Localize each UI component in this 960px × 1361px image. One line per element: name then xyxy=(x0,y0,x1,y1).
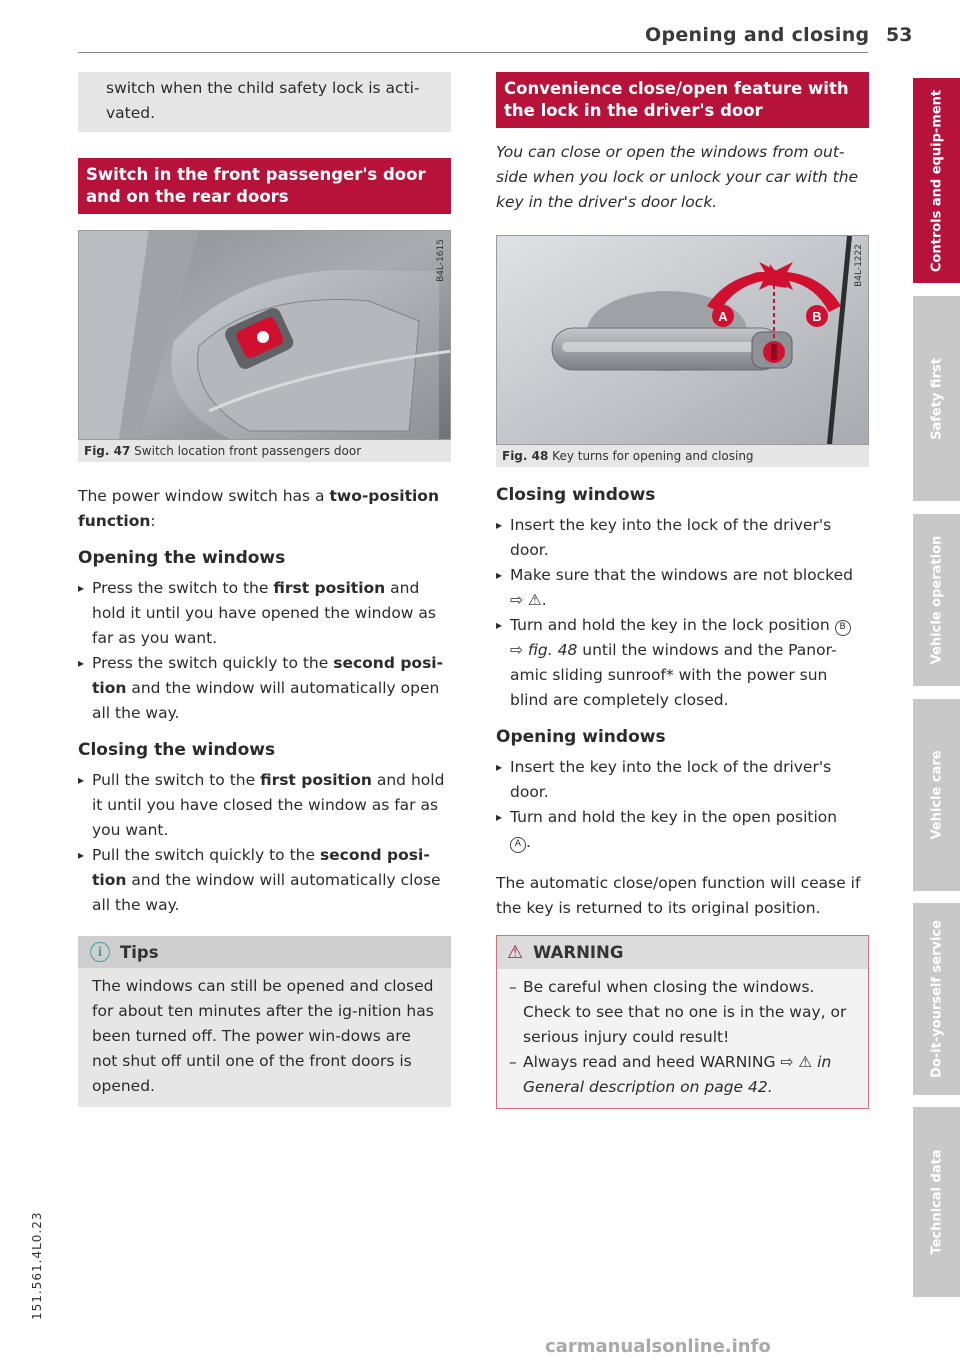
page-number: 53 xyxy=(886,24,913,46)
warning-triangle-icon: ⚠ xyxy=(507,942,524,963)
continued-text-box xyxy=(78,72,451,132)
warning-box xyxy=(496,935,869,1109)
list-item: ▸ Turn and hold the key in the open position A . xyxy=(496,805,869,855)
sidebar-tab-vehicle-operation[interactable]: Vehicle operation xyxy=(913,514,960,686)
continued-text: switch when the child safety lock is acti-vated. xyxy=(106,79,420,122)
watermark: carmanualsonline.info xyxy=(545,1336,771,1357)
figure-47 xyxy=(78,230,451,440)
marker-a-inline: A xyxy=(510,837,526,853)
figure-47-caption xyxy=(78,440,451,462)
figure-label: Fig. 48 xyxy=(502,449,549,463)
list-item: ▸ Insert the key into the lock of the driver's door. xyxy=(496,755,869,805)
warning-header xyxy=(497,936,868,969)
tips-text: The windows can still be opened and closed for about ten minutes after the ig-nition has been turned off. The power win-dows are not shut off until one of the front doors is opened. xyxy=(92,977,434,1095)
list-item: ▸ Insert the key into the lock of the driver's door. xyxy=(496,513,869,563)
door-handle-key-illustration xyxy=(497,236,869,444)
tips-title: Tips xyxy=(120,942,159,962)
figure-48 xyxy=(496,235,869,445)
info-icon: i xyxy=(90,942,110,962)
cease-paragraph: The automatic close/open function will cease if the key is returned to its original position. xyxy=(496,874,861,917)
sidebar-tab-vehicle-care[interactable]: Vehicle care xyxy=(913,699,960,891)
list-item: ▸ Pull the switch quickly to the second posi-tion and the window will automatically close all the way. xyxy=(78,843,451,918)
running-header-title: Opening and closing xyxy=(645,24,870,46)
sidebar-tab-controls[interactable]: Controls and equip-ment xyxy=(913,78,960,283)
marker-a: A xyxy=(718,309,728,324)
figure-code: B4L-1615 xyxy=(436,239,446,282)
marker-b-inline: B xyxy=(835,620,851,636)
marker-b: B xyxy=(812,309,822,324)
list-item: ▸ Turn and hold the key in the lock position B ⇨ fig. 48 until the windows and the Panor-amic sliding sunroof* with the power sun blind are completely closed. xyxy=(496,613,869,713)
figure-caption-text: Switch location front passengers door xyxy=(134,444,362,458)
left-column xyxy=(78,72,451,1107)
tips-box xyxy=(78,936,451,1107)
intro-paragraph: The power window switch has a two-position function: xyxy=(78,487,439,530)
warning-title: WARNING xyxy=(533,943,624,962)
figure-label: Fig. 47 xyxy=(84,444,131,458)
sidebar-tab-diy-service[interactable]: Do-it-yourself service xyxy=(913,903,960,1095)
list-item: ▸ Make sure that the windows are not blocked ⇨ ⚠. xyxy=(496,563,869,613)
warning-item: – Always read and heed WARNING ⇨ ⚠ in General description on page 42. xyxy=(509,1053,832,1096)
heading-opening-windows: Opening the windows xyxy=(78,548,286,568)
warning-item: – Be careful when closing the windows. Check to see that no one is in the way, or serious injury could result! xyxy=(509,978,847,1046)
sidebar-tab-technical-data[interactable]: Technical data xyxy=(913,1107,960,1297)
heading-opening-windows: Opening windows xyxy=(496,727,666,747)
list-item: ▸ Press the switch quickly to the second posi-tion and the window will automatically open all the way. xyxy=(78,651,451,726)
figure-code: B4L-1222 xyxy=(854,244,864,287)
tips-header xyxy=(78,936,451,968)
right-column xyxy=(496,72,869,1109)
heading-closing-windows: Closing windows xyxy=(496,485,656,505)
figure-48-caption xyxy=(496,445,869,467)
section-title-passenger-door: Switch in the front passenger's door and on the rear doors xyxy=(78,158,451,214)
list-item: ▸ Pull the switch to the first position and hold it until you have closed the window as far as you want. xyxy=(78,768,451,843)
list-item: ▸ Press the switch to the first position and hold it until you have opened the window as far as you want. xyxy=(78,576,451,651)
door-switch-illustration xyxy=(79,231,451,439)
document-code: 151.561.4L0.23 xyxy=(30,1211,44,1320)
figure-caption-text: Key turns for opening and closing xyxy=(552,449,754,463)
section-title-convenience: Convenience close/open feature with the lock in the driver's door xyxy=(496,72,869,128)
sidebar-tab-safety[interactable]: Safety first xyxy=(913,296,960,501)
header-rule xyxy=(78,52,868,53)
heading-closing-windows: Closing the windows xyxy=(78,740,276,760)
intro-italic: You can close or open the windows from out-side when you lock or unlock your car with the key in the driver's door lock. xyxy=(496,143,859,211)
